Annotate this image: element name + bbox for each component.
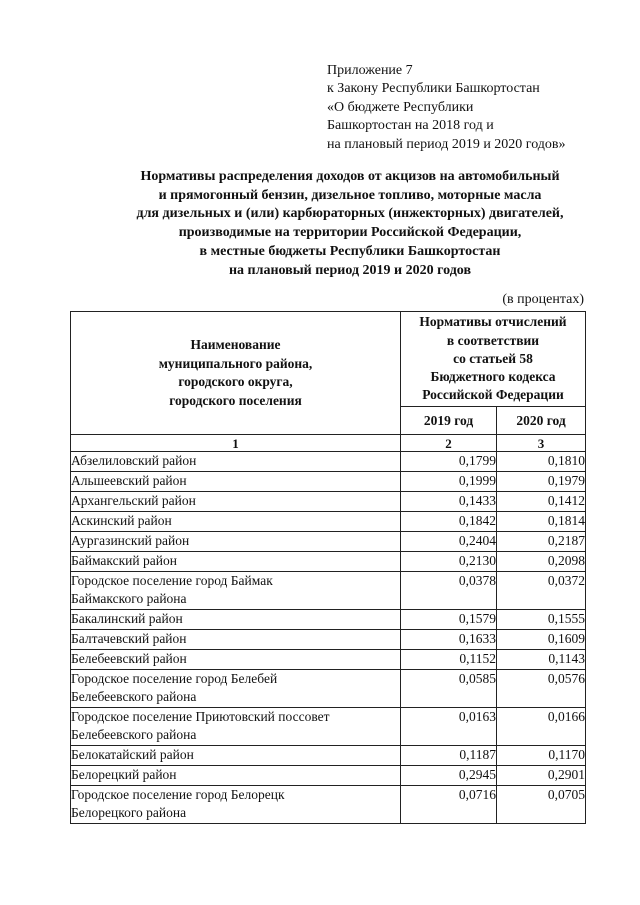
municipality-name-line: Балтачевский район xyxy=(71,631,187,646)
municipality-name-line: Архангельский район xyxy=(71,493,196,508)
title-line: Нормативы распределения доходов от акцизов на автомобильный xyxy=(140,169,560,184)
municipality-name-cell xyxy=(71,552,401,572)
value-2020-cell: 0,1810 xyxy=(497,452,586,472)
municipality-name-line: Аургазинский район xyxy=(71,533,190,548)
annex-line: к Закону Республики Башкортостан xyxy=(327,81,540,97)
header-year-2020: 2020 год xyxy=(497,407,586,435)
header-name-line: городского поселения xyxy=(169,392,302,408)
table-row xyxy=(71,492,586,512)
annex-line: «О бюджете Республики xyxy=(327,99,474,115)
municipality-name-line: Белебеевского района xyxy=(71,689,197,704)
table-row xyxy=(71,532,586,552)
annex-reference xyxy=(327,62,617,154)
header-name-line: Наименование xyxy=(190,337,281,352)
value-2019-cell: 0,0378 xyxy=(401,572,497,610)
value-2019-cell: 0,1187 xyxy=(401,746,497,766)
annex-line: Приложение 7 xyxy=(327,63,413,78)
title-line: и прямогонный бензин, дизельное топливо, моторные масла xyxy=(158,187,542,203)
municipality-name-line: Городское поселение Приютовский поссовет xyxy=(71,709,330,724)
municipality-name-cell xyxy=(71,452,401,472)
title-line: производимые на территории Российской Федерации, xyxy=(178,225,522,241)
value-2019-cell: 0,2130 xyxy=(401,552,497,572)
value-2020-cell: 0,0576 xyxy=(497,670,586,708)
municipality-name-line: Баймакского района xyxy=(71,591,187,606)
municipality-name-cell xyxy=(71,512,401,532)
value-2019-cell: 0,1842 xyxy=(401,512,497,532)
municipality-name-line: Белорецкого района xyxy=(71,805,187,820)
title-line: на плановый период 2019 и 2020 годов xyxy=(228,262,472,278)
column-number-1: 1 xyxy=(71,435,401,452)
value-2020-cell: 0,1412 xyxy=(497,492,586,512)
value-2020-cell: 0,1170 xyxy=(497,746,586,766)
header-name-cell xyxy=(71,312,401,435)
value-2019-cell: 0,1152 xyxy=(401,650,497,670)
table-row xyxy=(71,746,586,766)
municipality-name-line: Белокатайский район xyxy=(71,747,194,762)
table-row xyxy=(71,630,586,650)
municipality-name-line: Городское поселение город Белебей xyxy=(71,671,278,686)
municipality-name-cell xyxy=(71,572,401,610)
table-row xyxy=(71,610,586,630)
column-number-3: 3 xyxy=(497,435,586,452)
value-2019-cell: 0,2945 xyxy=(401,766,497,786)
table-row xyxy=(71,472,586,492)
value-2020-cell: 0,0372 xyxy=(497,572,586,610)
municipality-name-cell xyxy=(71,746,401,766)
annex-line: на плановый период 2019 и 2020 годов» xyxy=(327,136,566,152)
header-norms-line: Нормативы отчислений xyxy=(419,314,567,330)
annex-line: Башкортостан на 2018 год и xyxy=(327,118,494,134)
header-name-line: городского округа, xyxy=(178,374,293,389)
municipality-name-cell xyxy=(71,786,401,824)
municipality-name-cell xyxy=(71,708,401,746)
value-2020-cell: 0,1143 xyxy=(497,650,586,670)
municipality-name-line: Аскинский район xyxy=(71,513,172,528)
municipality-name-cell xyxy=(71,610,401,630)
title-line: для дизельных и (или) карбюраторных (инжекторных) двигателей, xyxy=(136,206,564,222)
value-2020-cell: 0,2187 xyxy=(497,532,586,552)
municipality-name-cell xyxy=(71,650,401,670)
value-2019-cell: 0,1799 xyxy=(401,452,497,472)
value-2019-cell: 0,1633 xyxy=(401,630,497,650)
municipality-name-line: Абзелиловский район xyxy=(71,453,197,468)
value-2019-cell: 0,2404 xyxy=(401,532,497,552)
header-norms-line: со статьей 58 xyxy=(453,350,533,366)
municipality-name-cell xyxy=(71,532,401,552)
document-title xyxy=(30,168,640,280)
municipality-name-line: Белебеевский район xyxy=(71,651,187,666)
value-2020-cell: 0,1555 xyxy=(497,610,586,630)
value-2020-cell: 0,0705 xyxy=(497,786,586,824)
municipality-name-cell xyxy=(71,630,401,650)
table-row xyxy=(71,766,586,786)
value-2019-cell: 0,0585 xyxy=(401,670,497,708)
municipality-name-line: Белорецкий район xyxy=(71,767,177,782)
unit-note: (в процентах) xyxy=(502,292,584,307)
municipality-name-line: Бакалинский район xyxy=(71,611,183,626)
table-body xyxy=(71,452,586,824)
table-row xyxy=(71,552,586,572)
value-2019-cell: 0,1999 xyxy=(401,472,497,492)
header-year-2019: 2019 год xyxy=(401,407,497,435)
value-2020-cell: 0,2098 xyxy=(497,552,586,572)
table-row xyxy=(71,512,586,532)
municipality-name-cell xyxy=(71,472,401,492)
value-2020-cell: 0,1979 xyxy=(497,472,586,492)
table-row xyxy=(71,452,586,472)
municipality-name-cell xyxy=(71,492,401,512)
title-line: в местные бюджеты Республики Башкортостан xyxy=(199,243,501,259)
header-norms-line: Российской Федерации xyxy=(422,387,564,403)
value-2020-cell: 0,1814 xyxy=(497,512,586,532)
column-number-2: 2 xyxy=(401,435,497,452)
value-2019-cell: 0,1433 xyxy=(401,492,497,512)
header-norms-line: Бюджетного кодекса xyxy=(430,369,556,385)
value-2019-cell: 0,0163 xyxy=(401,708,497,746)
norms-table xyxy=(70,311,586,824)
table-row xyxy=(71,650,586,670)
value-2020-cell: 0,2901 xyxy=(497,766,586,786)
table-row xyxy=(71,786,586,824)
municipality-name-line: Баймакский район xyxy=(71,553,177,568)
municipality-name-cell xyxy=(71,766,401,786)
table-row xyxy=(71,670,586,708)
header-name-line: муниципального района, xyxy=(158,355,313,371)
municipality-name-line: Городское поселение город Белорецк xyxy=(71,787,285,802)
header-norms-cell xyxy=(401,312,586,407)
table-row xyxy=(71,708,586,746)
municipality-name-cell xyxy=(71,670,401,708)
value-2019-cell: 0,1579 xyxy=(401,610,497,630)
header-norms-line: в соответствии xyxy=(446,332,540,348)
municipality-name-line: Альшеевский район xyxy=(71,473,187,488)
municipality-name-line: Городское поселение город Баймак xyxy=(71,573,273,588)
table-row xyxy=(71,572,586,610)
value-2019-cell: 0,0716 xyxy=(401,786,497,824)
municipality-name-line: Белебеевского района xyxy=(71,727,197,742)
value-2020-cell: 0,0166 xyxy=(497,708,586,746)
value-2020-cell: 0,1609 xyxy=(497,630,586,650)
